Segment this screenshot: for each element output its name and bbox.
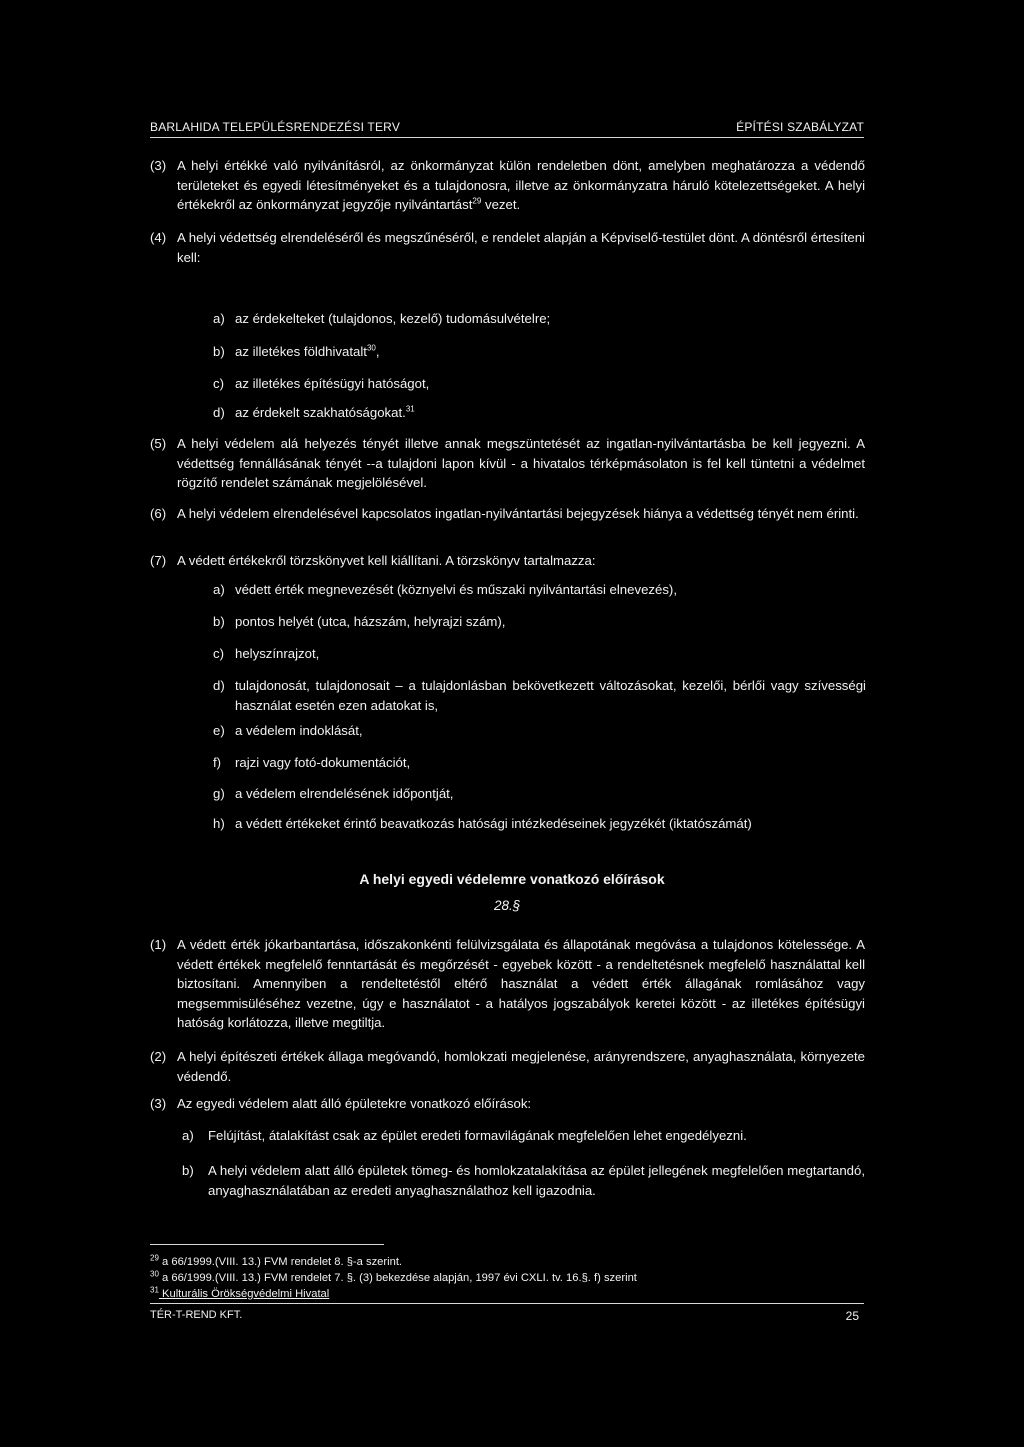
list-letter: b) (213, 344, 225, 359)
list-letter: h) (213, 816, 225, 831)
list-letter: a) (213, 311, 225, 326)
paragraph-number: (2) (150, 1049, 167, 1064)
list-letter: a) (213, 582, 225, 597)
footnote-text: a 66/1999.(VIII. 13.) FVM rendelet 7. §. (3) bekezdése alapján, 1997 évi CXLI. tv. 16.§. f) szerint (158, 1272, 637, 1284)
list-text: Felújítást, átalakítást csak az épület eredeti formavilágának megfelelően lehet engedélyezni. (208, 1128, 747, 1143)
paragraph-number: (6) (150, 506, 167, 521)
list-text: helyszínrajzot, (235, 646, 320, 661)
footer-company: TÉR-T-REND KFT. (150, 1309, 243, 1321)
list-text: pontos helyét (utca, házszám, helyrajzi szám), (235, 614, 506, 629)
paragraph-number: (7) (150, 553, 167, 568)
footnote-ref[interactable]: 31 (405, 404, 415, 414)
footnote-31 (150, 1287, 329, 1302)
paragraph-6: A helyi védelem elrendelésével kapcsolatos ingatlan-nyilvántartási bejegyzések hiánya a védettség tényét nem érinti. (177, 506, 859, 521)
paragraph-text: A helyi értékké való nyilvánításról, az önkormányzat külön rendeletben dönt, amelyben meghatározza a védendő területeket és egyedi létesítményeket és a tulajdonosra, illetve az önkormányzatra háruló kötelezettségeket. A helyi értékekről az önkormányzat jegyzője nyilvántartást (177, 158, 865, 213)
list-letter: c) (213, 646, 224, 661)
footer-rule (150, 1303, 864, 1304)
paragraph-7: A védett értékekről törzskönyvet kell kiállítani. A törzskönyv tartalmazza: (177, 553, 596, 568)
list-letter: d) (213, 405, 225, 420)
paragraph-number: (3) (150, 1096, 167, 1111)
list-letter: d) (213, 678, 225, 693)
paragraph-text: vezet. (481, 197, 521, 213)
header-rule (150, 137, 864, 138)
list-item (213, 676, 866, 716)
paragraph-number: (4) (150, 230, 167, 245)
page-number: 25 (845, 1309, 859, 1323)
footnote-ref[interactable]: 30 (366, 343, 376, 353)
list-text: rajzi vagy fotó-dokumentációt, (235, 755, 411, 770)
list-text: az érdekelteket (tulajdonos, kezelő) tudomásulvételre; (235, 311, 551, 326)
footnote-ref[interactable]: 29 (472, 196, 482, 206)
footnote-mark: 31 (150, 1285, 159, 1295)
footnote-30 (150, 1271, 637, 1286)
footnote-rule (150, 1244, 384, 1245)
list-text: a védelem elrendelésének időpontját, (235, 786, 454, 801)
list-text: védett érték megnevezését (köznyelvi és műszaki nyilvántartási elnevezés), (235, 582, 677, 597)
footnote-text: a 66/1999.(VIII. 13.) FVM rendelet 8. §-a szerint. (158, 1256, 403, 1268)
paragraph-2: A helyi építészeti értékek állaga megóvandó, homlokzati megjelenése, arányrendszere, anyaghasználata, környezete védendő. (177, 1049, 865, 1084)
list-item (182, 1161, 865, 1201)
paragraph-number: (1) (150, 937, 167, 952)
list-text: A helyi védelem alatt álló épületek tömeg- és homlokzatalakítása az épület jellegének megfelelően megtartandó, anyaghasználatában az eredeti anyaghasználathoz kell igazodnia. (208, 1163, 865, 1198)
paragraph-3-28: Az egyedi védelem alatt álló épületekre vonatkozó előírások: (177, 1096, 532, 1111)
list-text: a védelem indoklását, (235, 723, 363, 738)
list-text: tulajdonosát, tulajdonosait – a tulajdonlásban bekövetkezett változásokat, kezelői, bérlői vagy szívességi használat esetén ezen adatokat is, (235, 678, 866, 713)
section-title: A helyi egyedi védelemre vonatkozó előírások (359, 871, 665, 887)
running-header-right: ÉPÍTÉSI SZABÁLYZAT (736, 120, 864, 134)
paragraph-1: A védett érték jókarbantartása, időszakonkénti felülvizsgálata és állapotának megóvása a tulajdonos kötelessége. A védett értékek megfelelő fenntartását és megőrzését - egyebek között - a rendeltetésnek megfelelő használattal kell biztosítani. Amennyiben a rendeltetéstől eltérő használat a védett érték állagának romlásához vagy megsemmisüléséhez vezetne, úgy e használatot - a hatályos jogszabályok keretei között - az illetékes építésügyi hatóság korlátozza, illetve megtiltja. (177, 937, 865, 1031)
list-letter: g) (213, 786, 225, 801)
paragraph-5: A helyi védelem alá helyezés tényét illetve annak megszüntetését az ingatlan-nyilvántartásba be kell jegyezni. A védettség fennállásának tényét --a tulajdoni lapon kívül - a hivatalos térképmásolaton is fel kell tüntetni a védelmet rögzítő rendelet számának megjelölésével. (177, 436, 865, 491)
footnote-29 (150, 1255, 402, 1270)
footnote-text: Kulturális Örökségvédelmi Hivatal (158, 1288, 330, 1300)
list-text: az érdekelt szakhatóságokat. (235, 405, 406, 420)
list-letter: a) (182, 1128, 194, 1143)
footnote-mark: 29 (150, 1253, 159, 1263)
footnote-mark: 30 (150, 1269, 159, 1279)
list-letter: b) (213, 614, 225, 629)
list-text: a védett értékeket érintő beavatkozás hatósági intézkedéseinek jegyzékét (iktatószámát) (235, 816, 752, 831)
paragraph-3 (177, 156, 865, 215)
list-letter: f) (213, 755, 222, 770)
paragraph-number: (3) (150, 158, 167, 173)
running-header-left: BARLAHIDA TELEPÜLÉSRENDEZÉSI TERV (150, 120, 401, 134)
list-letter: c) (213, 376, 224, 391)
list-text: az illetékes építésügyi hatóságot, (235, 376, 430, 391)
paragraph-number: (5) (150, 436, 167, 451)
list-text: az illetékes földhivatalt (235, 344, 367, 359)
list-letter: b) (182, 1163, 194, 1178)
list-letter: e) (213, 723, 225, 738)
paragraph-4: A helyi védettség elrendeléséről és megszűnéséről, e rendelet alapján a Képviselő-testület dönt. A döntésről értesíteni kell: (177, 230, 865, 265)
list-text-suffix: , (375, 344, 380, 359)
section-number: 28.§ (494, 898, 521, 913)
